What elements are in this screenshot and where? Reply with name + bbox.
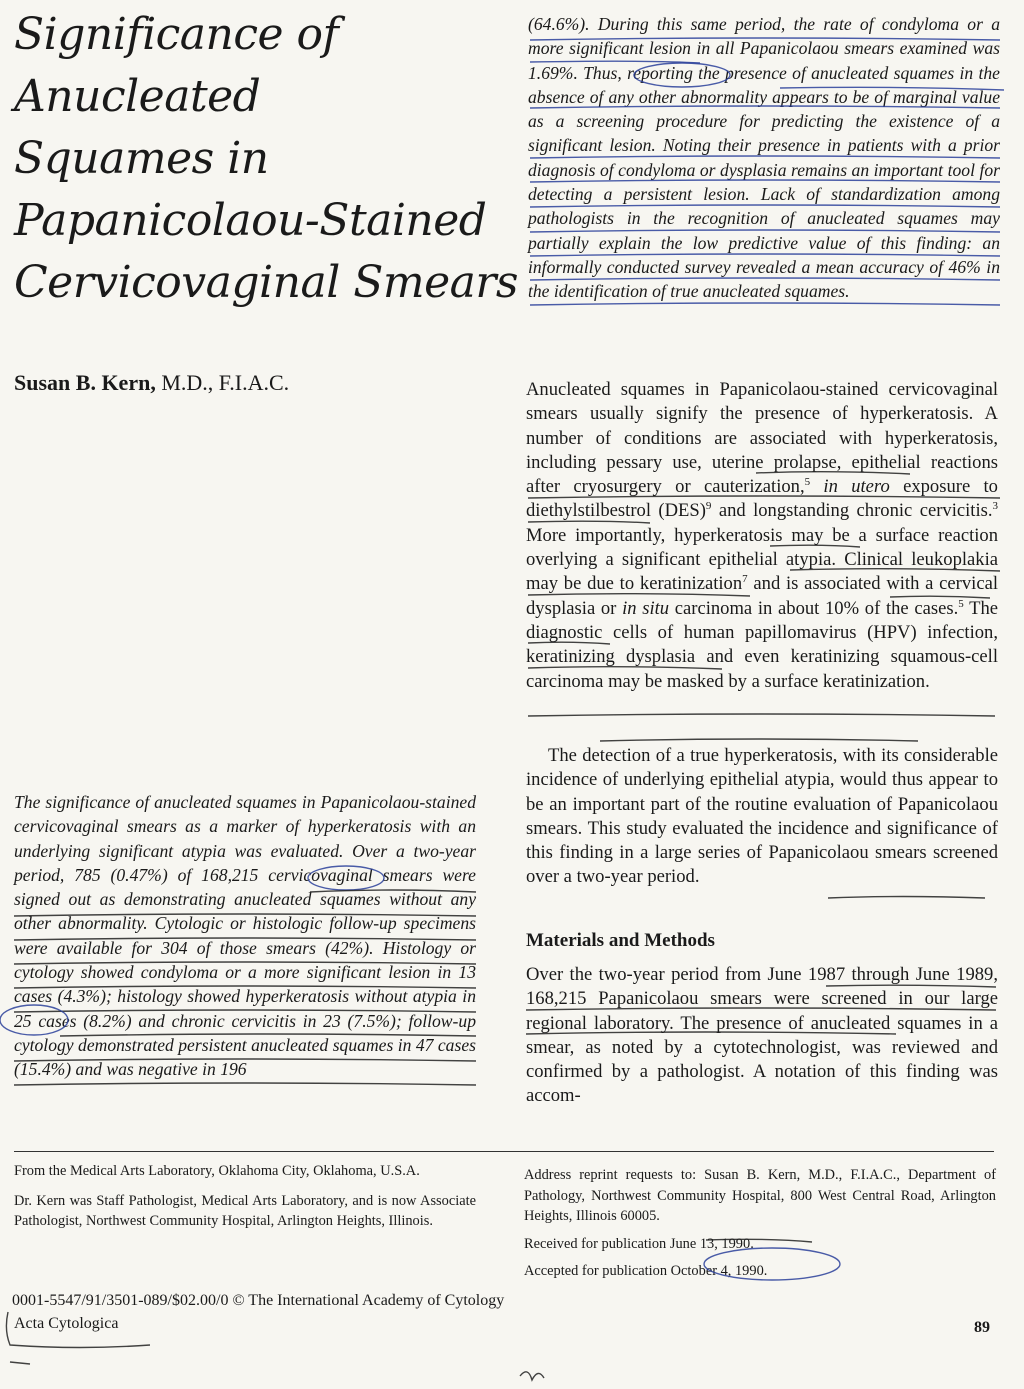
body-text: exposure to diethylstilbestrol (DES) xyxy=(526,476,998,522)
body-paragraph-3: Over the two-year period from June 1987 through June 1989, 168,215 Papanicolaou smears were screened in our large regional laboratory. The presence of anucleated squames in a smear, as noted by a cytotechnologist, was reviewed and confirmed by a pathologist. A notation of this finding was accom- xyxy=(526,964,998,1107)
footnotes-right xyxy=(524,1165,996,1289)
body-text: Anucleated squames in Papanicolaou-stained cervicovaginal smears usually signify the presence of hyperkeratosis. A number of conditions are associated with hyperkeratosis, including pessary use, uterine prolapse, epithelial reactions after cryosurgery or cauterization, xyxy=(526,379,998,498)
title-line: Papanicolaou-Stained xyxy=(14,195,487,246)
reference-mark: 5 xyxy=(958,597,964,610)
ink-underline xyxy=(600,739,918,741)
body-text-italic: in utero xyxy=(810,476,890,498)
reference-mark: 9 xyxy=(705,500,712,513)
ink-underline xyxy=(14,1083,476,1085)
abstract: The significance of anucleated squames in Papanicolaou-stained cervicovaginal smears as a marker of hyperkeratosis with an underlying significant atypia was evaluated. Over a two-year period, 785 (0.47%) of 168,215 cervicovaginal smears were signed out as demonstrating anucleated squames without any other abnormality. Cytologic or histologic follow-up specimens were available for 304 of those smears (42%). Histology or cytology showed condyloma or a more significant lesion in 13 cases (4.3%); histology showed hyperkeratosis without atypia in 25 cases (8.2%) and chronic cervicitis in 23 (7.5%); follow-up cytology demonstrated persistent anucleated squames in 47 cases (15.4%) and was negative in 196 xyxy=(14,792,476,1080)
affiliation-note: From the Medical Arts Laboratory, Oklahoma City, Oklahoma, U.S.A. xyxy=(14,1163,420,1179)
ink-underline xyxy=(828,897,985,899)
accepted-date: Accepted for publication October 4, 1990. xyxy=(524,1263,768,1279)
footnotes-left xyxy=(14,1161,476,1241)
copyright-line: 0001-5547/91/3501-089/$02.00/0 © The International Academy of Cytology xyxy=(12,1292,505,1309)
author-line xyxy=(14,370,289,396)
body-paragraph-1 xyxy=(526,378,998,694)
body-text: and longstanding chronic cervicitis. xyxy=(711,500,993,522)
title-line: Significance of xyxy=(14,9,339,60)
body-paragraph-2: The detection of a true hyperkeratosis, with its considerable incidence of underlying epithelial atypia, would thus appear to be an important part of the routine evaluation of Papanicolaou smears. This study evaluated the incidence and significance of this finding in a large series of Papanicolaou smears screened over a two-year period. xyxy=(526,745,998,888)
author-name: Susan B. Kern, xyxy=(14,370,156,395)
journal-name: Acta Cytologica xyxy=(14,1315,119,1332)
title-line: Anucleated xyxy=(14,71,261,122)
ink-scribble xyxy=(520,1372,544,1380)
body-text: The diagnostic cells of human papillomavirus (HPV) infection, keratinizing dysplasia and even keratinizing squamous-cell carcinoma may be masked by a surface keratinization. xyxy=(526,597,998,692)
author-degrees: M.D., F.I.A.C. xyxy=(155,370,290,395)
body-text-italic: in situ xyxy=(622,597,670,619)
body-text: and is associated with a cervical dysplasia or xyxy=(526,573,998,619)
ink-underline xyxy=(528,714,995,716)
ink-dash xyxy=(10,1362,30,1364)
reprint-note: Address reprint requests to: Susan B. Kern, M.D., F.I.A.C., Department of Pathology, Northwest Community Hospital, 800 West Central Road, Arlington Heights, Illinois 60005. xyxy=(524,1167,996,1224)
body-text: More importantly, hyperkeratosis may be a surface reaction overlying a significant epithelial atypia. Clinical leukoplakia may be due to keratinization xyxy=(526,524,998,595)
title-line: Squames in xyxy=(14,133,269,184)
footnote-divider xyxy=(14,1151,994,1152)
author-note: Dr. Kern was Staff Pathologist, Medical Arts Laboratory, and is now Associate Pathologist, Northwest Community Hospital, Arlington Heights, Illinois. xyxy=(14,1192,476,1229)
abstract-continuation: (64.6%). During this same period, the rate of condyloma or a more significant lesion in all Papanicolaou smears examined was 1.69%. Thus, reporting the presence of anucleated squames in the absence of any other abnormality appears to be of marginal value as a screening procedure for predicting the existence of a significant lesion. Noting their presence in patients with a prior diagnosis of condyloma or dysplasia remains an important tool for detecting a persistent lesion. Lack of standardization among pathologists in the recognition of anucleated squames may partially explain the low predictive value of this finding: an informally conducted survey revealed a mean accuracy of 46% in the identification of true anucleated squames. xyxy=(528,14,1000,302)
reference-mark: 7 xyxy=(742,573,748,586)
reference-mark: 3 xyxy=(992,500,998,513)
received-date: Received for publication June 13, 1990. xyxy=(524,1235,754,1252)
reference-mark: 5 xyxy=(804,476,811,488)
title-line: Cervicovaginal Smears xyxy=(14,257,519,308)
section-heading: Materials and Methods xyxy=(526,930,715,951)
page-number: 89 xyxy=(974,1319,990,1336)
body-text: carcinoma in about 10% of the cases. xyxy=(669,597,959,619)
article-title xyxy=(14,4,519,314)
